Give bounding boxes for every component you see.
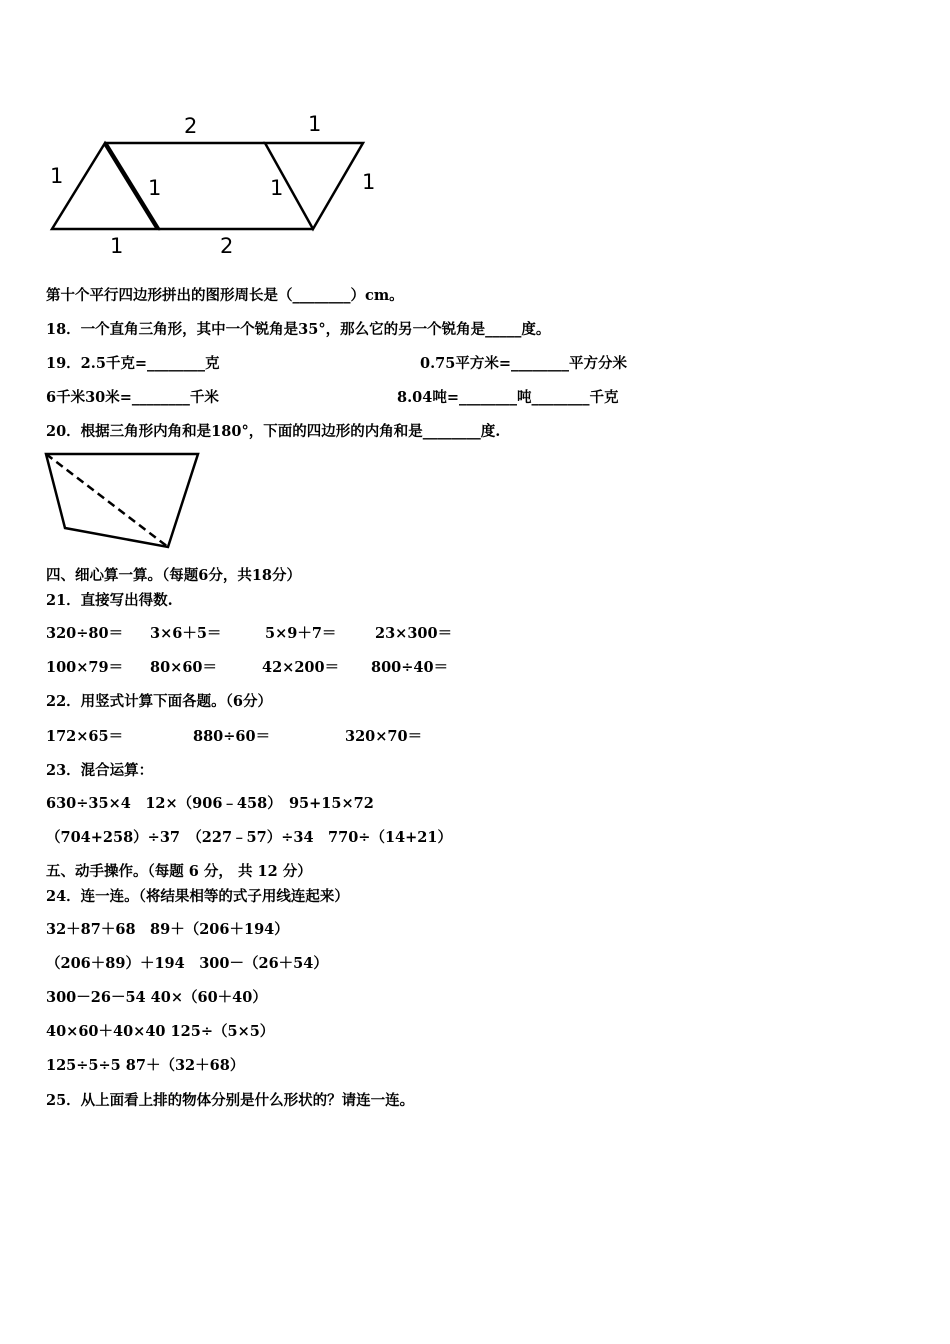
q21-row2-item3: 42×200＝ [262,659,340,676]
q21-row1-item2: 3×6＋5＝ [150,625,222,642]
question-24-title: 24．连一连。（将结果相等的式子用线连起来） [46,888,349,905]
label-top-left: 2 [184,114,198,138]
question-19-c: 6千米30米=________千米 [46,389,219,406]
label-bottom-left: 1 [110,234,124,258]
label-bottom-right: 2 [220,234,234,258]
question-20-text: 20．根据三角形内角和是180°，下面的四边形的内角和是________度. [46,423,501,440]
question-25-text: 25．从上面看上排的物体分别是什么形状的？请连一连。 [46,1092,415,1109]
dashed-diagonal [46,454,168,547]
q24-row4: 40×60＋40×40 125÷（5×5） [46,1023,275,1040]
q24-row3: 300－26－54 40×（60＋40） [46,989,267,1006]
question-17-text: 第十个平行四边形拼出的图形周长是（________）cm。 [46,287,404,304]
label-diagonal-right: 1 [270,176,284,200]
q24-row1: 32＋87＋68 89＋（206＋194） [46,921,289,938]
q22-item3: 320×70＝ [345,728,423,745]
q21-row2-item1: 100×79＝ [46,659,124,676]
section-4-title: 四、细心算一算。（每题6分，共18分） [46,567,302,584]
section-5-title: 五、动手操作。（每题 6 分， 共 12 分） [46,863,312,880]
q21-row1-item1: 320÷80＝ [46,625,124,642]
q24-row5: 125÷5÷5 87＋（32＋68） [46,1057,245,1074]
question-19-d: 8.04吨=________吨________千克 [397,389,619,406]
q21-row2-item2: 80×60＝ [150,659,218,676]
q21-row1-item3: 5×9＋7＝ [265,625,337,642]
left-triangle [52,143,158,229]
question-21-title: 21．直接写出得数. [46,592,173,609]
quadrilateral-figure [40,448,210,553]
parallelogram-figure [40,105,380,258]
q22-item2: 880÷60＝ [193,728,271,745]
question-23-title: 23．混合运算： [46,762,154,779]
question-19-a: 19．2.5千克=________克 [46,355,220,372]
label-right: 1 [362,170,376,194]
q21-row2-item4: 800÷40＝ [371,659,449,676]
q23-row1: 630÷35×4 12×（906﹣458） 95+15×72 [46,795,374,812]
q22-item1: 172×65＝ [46,728,124,745]
label-diagonal-middle: 1 [148,176,162,200]
question-19-b: 0.75平方米=________平方分米 [420,355,627,372]
label-left: 1 [50,164,64,188]
q24-row2: （206＋89）＋194 300－（26＋54） [46,955,328,972]
q21-row1-item4: 23×300＝ [375,625,453,642]
question-22-title: 22．用竖式计算下面各题。（6分） [46,693,273,710]
quadrilateral [46,454,198,547]
label-top-right: 1 [308,112,322,136]
question-18-text: 18．一个直角三角形，其中一个锐角是35°，那么它的另一个锐角是_____度。 [46,321,551,338]
q23-row2: （704+258）÷37 （227﹣57）÷34 770÷（14+21） [46,829,452,846]
